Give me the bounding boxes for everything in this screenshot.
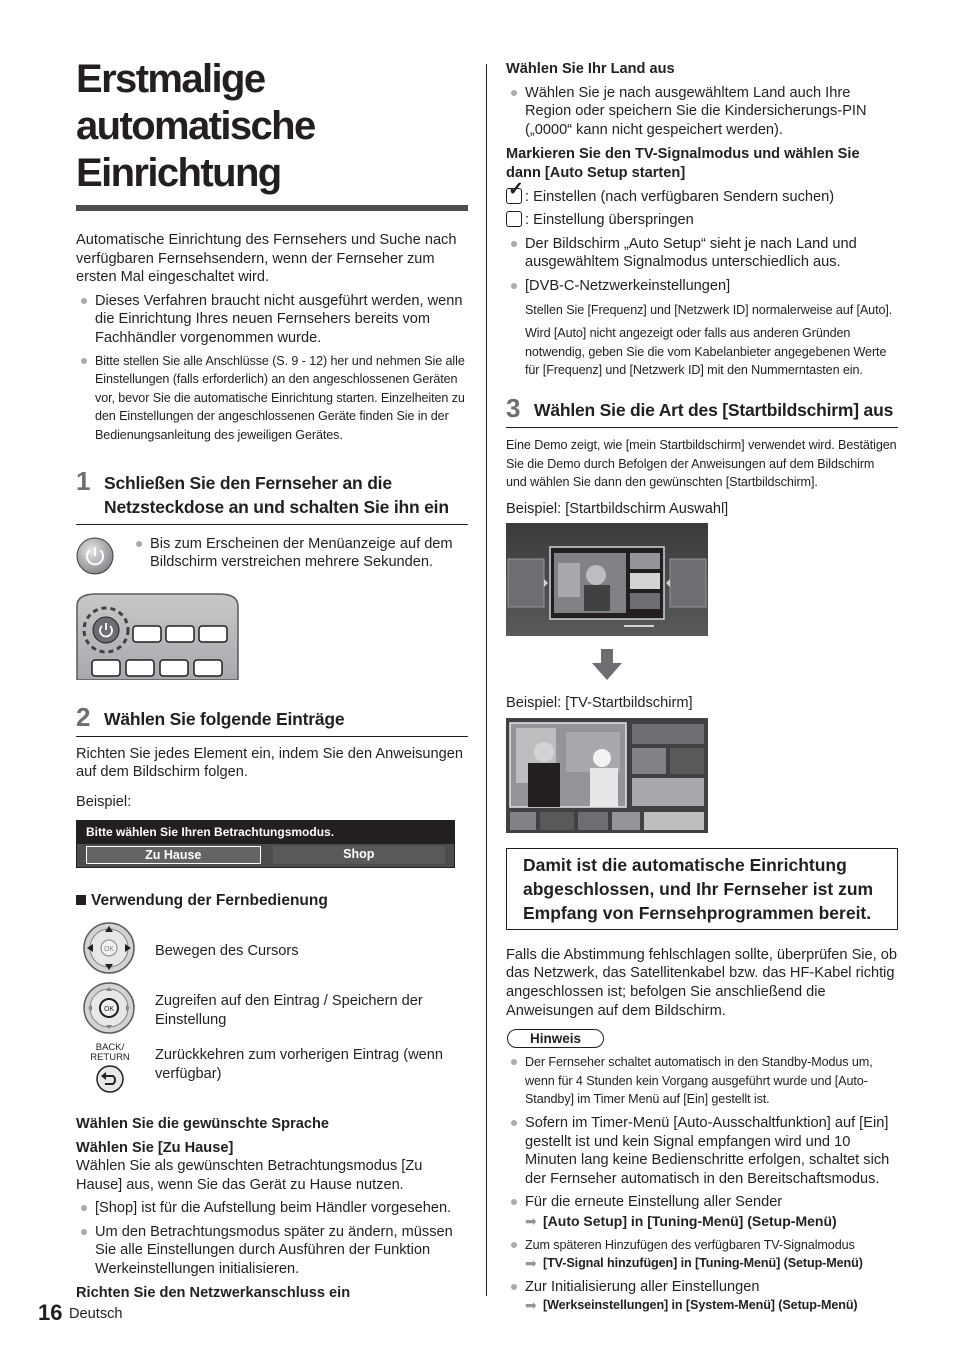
checkbox-checked-icon: ✓ bbox=[506, 188, 522, 204]
startscreen-selection-screenshot bbox=[506, 523, 898, 641]
cursor-keys-icon bbox=[76, 922, 155, 979]
power-button-icon bbox=[76, 535, 131, 580]
title-line-1: Erstmalige automatische bbox=[76, 57, 315, 148]
step2-title: Wählen Sie folgende Einträge bbox=[104, 708, 345, 729]
uncheck-text: : Einstellung überspringen bbox=[525, 212, 694, 229]
hinweis-badge: Hinweis bbox=[507, 1029, 604, 1048]
signal-bullet-2: [DVB-C-Netzwerkeinstellungen] bbox=[506, 277, 898, 296]
remote-row-cursor-text: Bewegen des Cursors bbox=[155, 942, 299, 959]
dvbc-note-2: Wird [Auto] nicht angezeigt oder falls aus anderen Gründen notwendig, geben Sie die vom Kabelanbieter angegebenen Werte für [Frequenz] und [Netzwerk ID] mit den Nummerntasten ein. bbox=[525, 326, 887, 378]
back-return-icon bbox=[76, 1043, 155, 1098]
step1-body bbox=[76, 535, 468, 580]
remote-row-ok bbox=[76, 985, 468, 1037]
menu-header: Bitte wählen Sie Ihren Betrachtungsmodus. bbox=[77, 821, 454, 844]
step1-title: Schließen Sie den Fernseher an die Netzsteckdose an und schalten Sie ihn ein bbox=[104, 472, 449, 517]
viewing-mode-menu bbox=[76, 820, 455, 868]
return-label: RETURN bbox=[90, 1052, 130, 1064]
square-bullet-icon bbox=[76, 895, 86, 905]
sub-home: Wählen Sie [Zu Hause] bbox=[76, 1139, 234, 1156]
sub-language: Wählen Sie die gewünschte Sprache bbox=[76, 1115, 330, 1132]
svg-text:OK: OK bbox=[103, 1006, 115, 1014]
arrow-right-icon: ➡ bbox=[525, 1297, 537, 1314]
checkbox-empty-icon bbox=[506, 211, 522, 227]
note-1: Der Fernseher schaltet automatisch in den Standby-Modus um, wenn für 4 Stunden kein Vorgang ausgeführt wurde und [Auto-Standby] im Timer Menü auf [Ein] gestellt ist. bbox=[506, 1053, 898, 1109]
note-4: Zum späteren Hinzufügen des verfügbaren TV-Signalmodus bbox=[506, 1236, 898, 1255]
intro-text: Automatische Einrichtung des Fernsehers und Suche nach verfügbaren Fernsehsendern, wenn der Fernseher zum ersten Mal eingeschaltet wird. bbox=[76, 232, 457, 286]
note-5-path bbox=[506, 1296, 898, 1315]
country-bullet: Wählen Sie je nach ausgewähltem Land auch Ihre Region oder speichern Sie die Kindersicherungs-PIN („0000“ kann nicht gespeichert werden). bbox=[506, 84, 898, 140]
step2-text: Richten Sie jedes Element ein, indem Sie den Anweisungen auf dem Bildschirm folgen. bbox=[76, 745, 463, 781]
right-column bbox=[506, 0, 898, 1315]
note-4-path bbox=[506, 1254, 898, 1273]
arrow-right-icon: ➡ bbox=[525, 1213, 537, 1229]
menu-option-home[interactable]: Zu Hause bbox=[86, 846, 261, 864]
note-3-path bbox=[506, 1212, 898, 1231]
note-4-path-text: [TV-Signal hinzufügen] in [Tuning-Menü] (Setup-Menü) bbox=[543, 1256, 863, 1271]
completion-callout: Damit ist die automatische Einrichtung abgeschlossen, und Ihr Fernseher ist zum Empfang von Fernsehprogrammen bereit. bbox=[506, 848, 898, 930]
home-text: Wählen Sie als gewünschten Betrachtungsmodus [Zu Hause] aus, wenn Sie das Gerät zu Hause nutzen. bbox=[76, 1158, 423, 1193]
step3-title: Wählen Sie die Art des [Startbildschirm] aus bbox=[534, 399, 894, 420]
back-label: BACK/ bbox=[95, 1042, 125, 1054]
step3-heading bbox=[506, 392, 898, 423]
menu-options bbox=[77, 844, 454, 867]
step1-number: 1 bbox=[76, 465, 91, 496]
example-label: Beispiel: bbox=[76, 793, 132, 810]
title-line-2: Einrichtung bbox=[76, 151, 281, 195]
note-3-path-text: [Auto Setup] in [Tuning-Menü] (Setup-Menü) bbox=[543, 1213, 837, 1229]
remote-heading-text: Verwendung der Fernbedienung bbox=[91, 892, 328, 910]
footer-language: Deutsch bbox=[69, 1306, 123, 1322]
ok-button-icon bbox=[76, 982, 155, 1039]
down-arrow-icon bbox=[506, 649, 898, 686]
remote-row-ok-text: Zugreifen auf den Eintrag / Speichern der Einstellung bbox=[155, 993, 423, 1028]
step2-number: 2 bbox=[76, 701, 91, 732]
remote-heading bbox=[76, 892, 468, 911]
remote-row-cursor bbox=[76, 925, 468, 977]
signal-bullet-1: Der Bildschirm „Auto Setup“ sieht je nach Land und ausgewähltem Signalmodus unterschiedlich aus. bbox=[506, 235, 898, 272]
step3-text: Eine Demo zeigt, wie [mein Startbildschirm] verwendet wird. Bestätigen Sie die Demo durch Befolgen der Anweisungen auf dem Bildschirm und wählen Sie dann den gewünschten [Startbildschirm]. bbox=[506, 437, 897, 490]
sub-network: Richten Sie den Netzwerkanschluss ein bbox=[76, 1284, 351, 1301]
column-divider bbox=[486, 64, 487, 1296]
signal-head: Markieren Sie den TV-Signalmodus und wählen Sie dann [Auto Setup starten] bbox=[506, 146, 860, 181]
intro-bullet-1: Dieses Verfahren braucht nicht ausgeführt werden, wenn die Einrichtung Ihres neuen Fernsehers bereits vom Fachhändler vorgenommen wurde. bbox=[76, 292, 468, 348]
check-text: : Einstellen (nach verfügbaren Sendern suchen) bbox=[525, 188, 835, 205]
note-2: Sofern im Timer-Menü [Auto-Ausschaltfunktion] auf [Ein] gestellt ist und kein Signal empfangen wird und 10 Minuten lang keine Bedienschritte erfolgen, schaltet sich der Fernseher automatisch in den Bereitschaftsmodus. bbox=[506, 1114, 898, 1188]
page-title bbox=[76, 56, 468, 197]
page-number: 16 bbox=[38, 1300, 63, 1325]
note-3: Für die erneute Einstellung aller Sender bbox=[506, 1193, 898, 1212]
intro-bullet-2: Bitte stellen Sie alle Anschlüsse (S. 9 - 12) her und nehmen Sie alle Einstellungen (falls erforderlich) an den angeschlossenen Geräten vor, bevor Sie die automatische Einrichtung starten. Einzelheiten zu den Einstellungen der angeschlossenen Geräte finden Sie in der Bedienungsanleitung des jeweiligen Gerätes. bbox=[76, 352, 468, 445]
step2-heading bbox=[76, 701, 468, 732]
dvbc-note-1: Stellen Sie [Frequenz] und [Netzwerk ID] normalerweise auf [Auto]. bbox=[525, 302, 893, 317]
country-head: Wählen Sie Ihr Land aus bbox=[506, 61, 675, 77]
uncheck-line bbox=[506, 211, 898, 230]
arrow-right-icon: ➡ bbox=[525, 1255, 537, 1272]
tv-startscreen-screenshot bbox=[506, 718, 898, 838]
home-bullet-2: Um den Betrachtungsmodus später zu ändern, müssen Sie alle Einstellungen durch Ausführen der Funktion Werkeinstellungen initialisieren. bbox=[76, 1223, 468, 1279]
check-line bbox=[506, 178, 898, 207]
note-5-path-text: [Werkseinstellungen] in [System-Menü] (Setup-Menü) bbox=[543, 1298, 858, 1313]
note-5: Zur Initialisierung aller Einstellungen bbox=[506, 1278, 898, 1297]
remote-top-illustration bbox=[76, 592, 468, 685]
remote-row-back-text: Zurückkehren zum vorherigen Eintrag (wenn verfügbar) bbox=[155, 1047, 443, 1082]
example-startscreen-label: Beispiel: [Startbildschirm Auswahl] bbox=[506, 500, 729, 517]
home-bullet-1: [Shop] ist für die Aufstellung beim Händler vorgesehen. bbox=[76, 1199, 468, 1218]
svg-text:OK: OK bbox=[103, 946, 115, 954]
menu-option-shop[interactable]: Shop bbox=[273, 846, 446, 864]
step3-number: 3 bbox=[506, 392, 521, 423]
example-tvscreen-label: Beispiel: [TV-Startbildschirm] bbox=[506, 695, 693, 712]
remote-row-back bbox=[76, 1043, 468, 1099]
step1-heading bbox=[76, 465, 468, 519]
fail-text: Falls die Abstimmung fehlschlagen sollte, überprüfen Sie, ob das Netzwerk, das Satellitenkabel bzw. das HF-Kabel richtig angeschlossen ist; befolgen Sie anschließend die Anweisungen auf dem Bildschirm. bbox=[506, 946, 898, 1019]
step1-bullet: Bis zum Erscheinen der Menüanzeige auf dem Bildschirm verstreichen mehrere Sekunden. bbox=[131, 535, 468, 580]
left-column bbox=[76, 0, 468, 1302]
